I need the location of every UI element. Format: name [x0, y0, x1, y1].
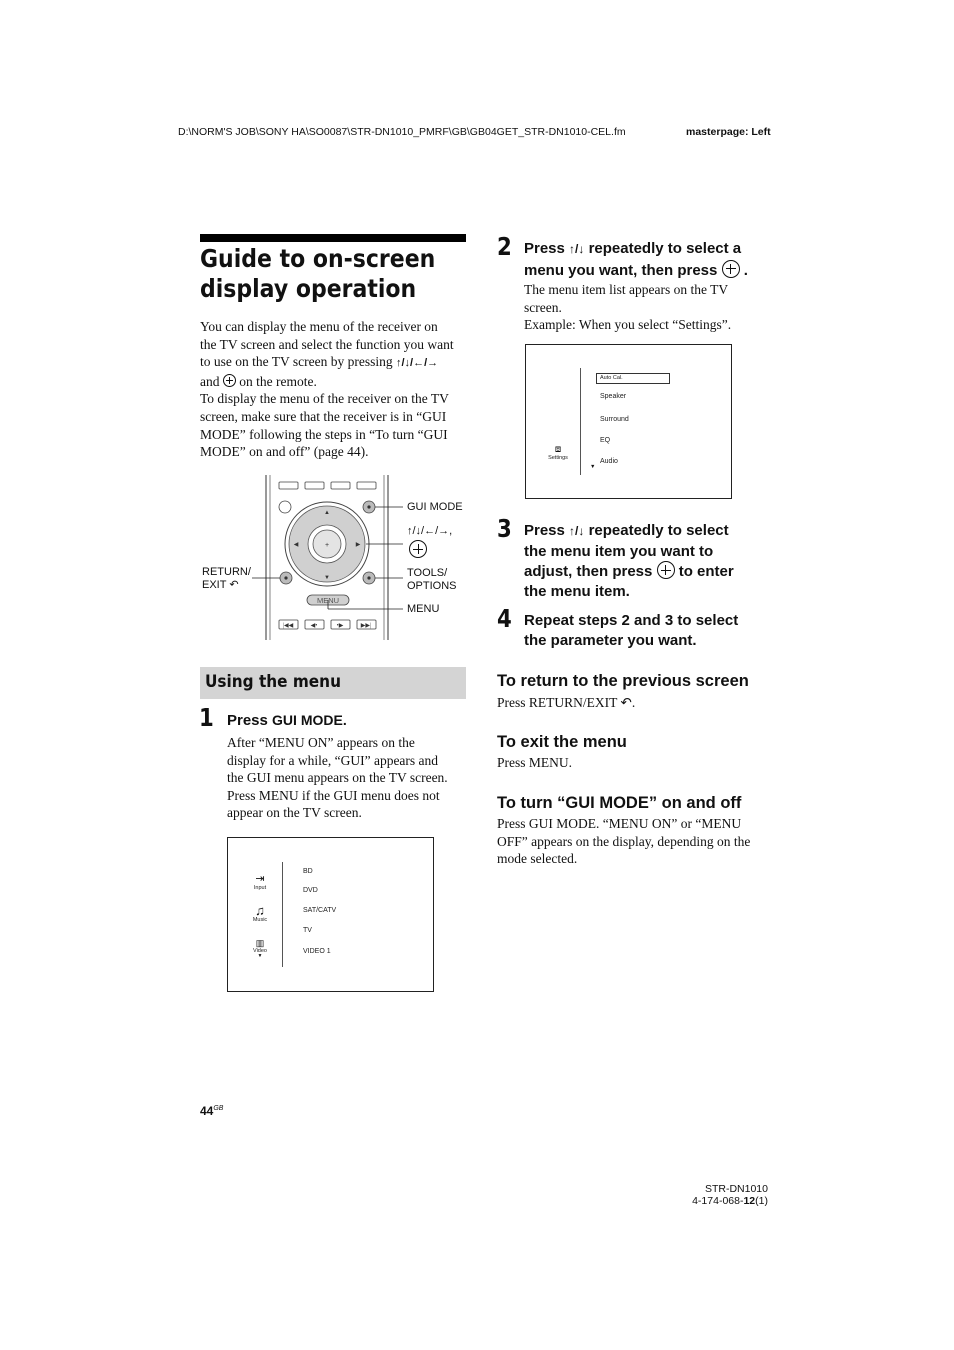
settings-menu-screen	[525, 344, 732, 499]
return-arrow-icon: ↶	[229, 579, 239, 591]
step-1-body	[227, 734, 467, 822]
step-2-body-line: The menu item list appears on the TV	[524, 282, 729, 297]
menu-item-tv[interactable]: TV	[303, 927, 312, 934]
menu-item-audio[interactable]: Audio	[600, 458, 618, 465]
svg-text:+: +	[324, 542, 330, 549]
step-2-body-line: Example: When you select “Settings”.	[524, 317, 732, 333]
svg-text:◀•: ◀•	[310, 623, 318, 629]
intro-text-fragment: on the remote.	[239, 373, 317, 389]
intro-line: You can display the menu of the receiver on	[200, 319, 438, 334]
gui-section-body-line: mode selected.	[497, 851, 578, 867]
step-2-number: 2	[497, 232, 512, 261]
svg-text:•▶: •▶	[336, 623, 344, 629]
return-arrow-icon: ↶	[620, 695, 632, 710]
page-title-line-1: Guide to on-screen	[200, 244, 436, 273]
remote-label-gui-mode: GUI MODE	[407, 501, 463, 513]
up-down-arrow-icon: ↑/↓	[569, 524, 585, 538]
step-3-heading-line: the menu item you want to	[524, 542, 714, 560]
step-3-number: 3	[497, 514, 512, 543]
svg-text:◀: ◀	[293, 542, 299, 548]
step-1-body-line: Press MENU if the GUI menu does not	[227, 787, 440, 803]
toolbox-icon: ⧈	[554, 444, 562, 455]
step-1-heading-button: GUI MODE.	[272, 712, 347, 728]
model-code	[680, 1183, 768, 1207]
part-number-suffix: (1)	[755, 1195, 768, 1207]
remote-menu-button-text: MENU	[316, 596, 340, 605]
remote-label-tools	[407, 567, 457, 593]
step-4-heading-line: Repeat steps 2 and 3 to select	[524, 612, 739, 629]
svg-text:▲: ▲	[324, 510, 330, 516]
remote-label-return-line: RETURN/	[202, 566, 251, 578]
intro-text	[200, 318, 466, 461]
enter-button-icon	[657, 561, 675, 579]
part-number-prefix: 4-174-068-	[692, 1195, 744, 1207]
step-3-heading-line	[524, 561, 774, 582]
input-icon-label: Input	[253, 885, 267, 891]
page-number-suffix: GB	[213, 1105, 224, 1112]
intro-line: the TV screen and select the function you want	[200, 336, 454, 352]
step-2-heading-text: Press	[524, 240, 565, 257]
menu-item-surround[interactable]: Surround	[600, 416, 629, 423]
page-number-value: 44	[200, 1104, 214, 1118]
step-4-number: 4	[497, 604, 512, 633]
remote-label-return	[202, 566, 251, 592]
remote-label-return-text: EXIT	[202, 579, 227, 591]
menu-item-video-1[interactable]: VIDEO 1	[303, 948, 331, 955]
header-masterpage: masterpage: Left	[686, 126, 771, 138]
header-file-path: D:\NORM'S JOB\SONY HA\SO0087\STR-DN1010_PMRF\GB\GB04GET_STR-DN1010-CEL.fm	[178, 126, 626, 138]
video-icon-label: Video	[253, 948, 267, 954]
settings-icon-label: Settings	[548, 455, 568, 461]
screen-icon-music	[250, 904, 270, 923]
up-down-arrow-icon: ↑/↓	[569, 242, 585, 256]
svg-text:|◀◀: |◀◀	[282, 623, 294, 629]
remote-label-arrows: ↑/↓/←/→,	[407, 525, 453, 537]
svg-text:▶▶|: ▶▶|	[360, 623, 372, 629]
screen-divider	[580, 368, 581, 475]
remote-label-return-line	[202, 579, 251, 592]
enter-button-icon	[409, 540, 427, 558]
svg-text:▶: ▶	[355, 542, 361, 548]
remote-label-tools-line: TOOLS/	[407, 567, 448, 579]
title-rule	[200, 234, 466, 242]
intro-text-fragment: to use on the TV screen by pressing	[200, 354, 393, 370]
step-1-number: 1	[199, 703, 214, 732]
step-3-heading-text: to enter	[678, 563, 734, 581]
music-note-icon: ♫	[255, 903, 265, 918]
return-section-title: To return to the previous screen	[497, 672, 749, 690]
gui-section-title: To turn “GUI MODE” on and off	[497, 794, 742, 812]
intro-line: screen, make sure that the receiver is in “GUI	[200, 408, 447, 424]
gui-section-body	[497, 815, 767, 868]
intro-line	[200, 373, 466, 391]
gui-section-body-line: OFF” appears on the display, depending on the	[497, 833, 751, 849]
step-1-body-line: After “MENU ON” appears on the	[227, 735, 415, 750]
step-3-heading-text: Press	[524, 522, 565, 539]
step-1-body-line: the GUI menu appears on the TV screen.	[227, 770, 448, 786]
intro-line: MODE” following the steps in “To turn “GUI	[200, 426, 448, 442]
arrow-keys-icon: ↑/↓/←/→	[395, 357, 439, 370]
menu-item-eq[interactable]: EQ	[600, 437, 611, 444]
step-1-heading-text: Press	[227, 712, 268, 729]
step-2-heading-text: menu you want, then press	[524, 261, 718, 279]
screen-divider	[282, 862, 283, 967]
remote-enter-icon	[409, 540, 427, 560]
step-2-heading	[524, 239, 774, 280]
step-4-heading	[524, 611, 774, 650]
step-2-heading-text: repeatedly to select a	[588, 240, 742, 257]
step-3-heading-line	[524, 521, 774, 542]
remote-label-tools-line: OPTIONS	[407, 580, 457, 592]
intro-text-fragment: and	[200, 373, 220, 389]
step-2-heading-line	[524, 260, 774, 281]
step-1-body-line: appear on the TV screen.	[227, 805, 362, 821]
exit-section-title: To exit the menu	[497, 733, 627, 751]
page-title	[200, 244, 438, 304]
screen-icon-settings	[546, 445, 570, 461]
enter-button-icon	[722, 260, 740, 278]
input-icon: ⇥	[255, 873, 265, 885]
menu-item-dvd[interactable]: DVD	[303, 887, 318, 894]
step-3-heading-text: adjust, then press	[524, 563, 653, 581]
step-2-body	[524, 281, 764, 334]
part-number-rev: 12	[743, 1195, 756, 1207]
intro-line: MODE” on and off” (page 44).	[200, 444, 369, 460]
section-title: Using the menu	[205, 672, 341, 692]
menu-item-sat-catv[interactable]: SAT/CATV	[303, 907, 337, 914]
step-2-heading-line	[524, 239, 774, 260]
return-section-text: Press RETURN/EXIT	[497, 695, 618, 710]
step-1-heading	[227, 711, 347, 731]
scroll-down-icon: ▼	[590, 464, 596, 470]
intro-line: To display the menu of the receiver on the TV	[200, 391, 449, 407]
screen-icon-input	[250, 874, 270, 891]
gui-menu-screen	[227, 837, 434, 992]
intro-line	[200, 353, 466, 373]
step-2-heading-text: .	[743, 261, 748, 279]
page-number	[200, 1104, 223, 1118]
menu-item-auto-cal[interactable]: Auto Cal.	[600, 375, 623, 381]
music-icon-label: Music	[252, 917, 268, 923]
step-3-heading	[524, 521, 774, 601]
page-title-line-2: display operation	[200, 274, 417, 303]
step-3-heading-line: the menu item.	[524, 582, 630, 600]
svg-text:▼: ▼	[324, 575, 330, 581]
remote-label-menu: MENU	[407, 603, 440, 615]
exit-section-body: Press MENU.	[497, 755, 573, 770]
enter-button-icon	[223, 374, 236, 387]
screen-icon-video	[250, 939, 270, 960]
return-section-body: Press RETURN/EXIT ↶.	[497, 695, 636, 710]
menu-item-bd[interactable]: BD	[303, 868, 313, 875]
scroll-down-icon: ▼	[257, 954, 263, 959]
model-name: STR-DN1010	[704, 1183, 768, 1195]
step-3-heading-text: repeatedly to select	[588, 522, 729, 539]
film-icon: ▥	[255, 938, 265, 948]
menu-item-speaker[interactable]: Speaker	[600, 393, 627, 400]
gui-section-body-line: Press GUI MODE. “MENU ON” or “MENU	[497, 816, 742, 831]
remote-illustration	[200, 470, 470, 645]
model-part-number	[680, 1195, 768, 1207]
step-4-heading-line: the parameter you want.	[524, 631, 697, 649]
step-1-body-line: display for a while, “GUI” appears and	[227, 752, 439, 768]
step-2-body-line: screen.	[524, 299, 562, 315]
